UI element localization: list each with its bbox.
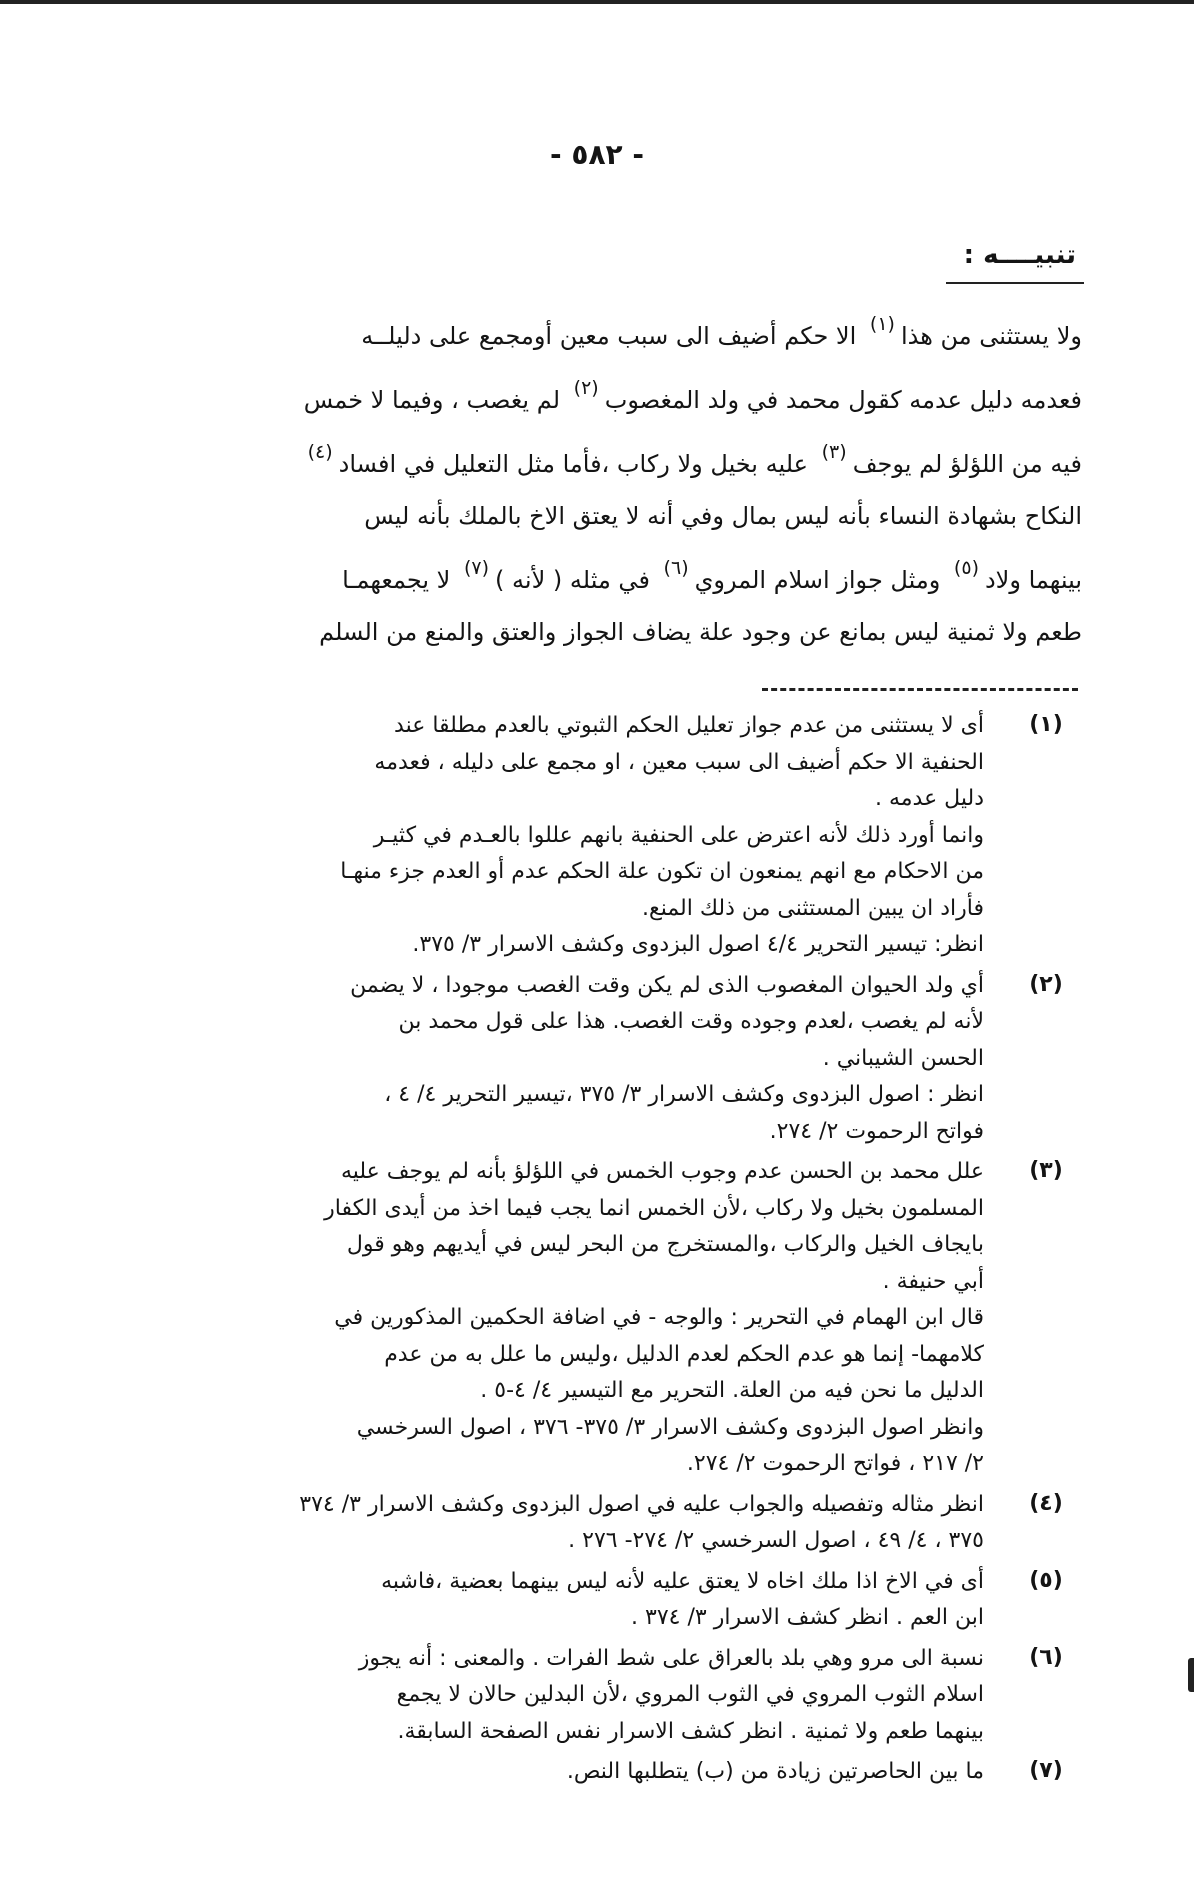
footnote-line: وانظر اصول البزدوى وكشف الاسرار ٣/ ٣٧٥- ٣٧٦ ، اصول السرخسي (356, 1414, 984, 1440)
footnote-line: أى لا يستثنى من عدم جواز تعليل الحكم الثبوتي بالعدم مطلقا عند (394, 713, 984, 738)
scan-edge-mark (1188, 1658, 1194, 1692)
heading-underline (946, 282, 1084, 284)
footnote-line: الدليل ما نحن فيه من العلة. التحرير مع التيسير ٤/ ٤-٥ . (480, 1378, 984, 1403)
main-line: النكاح بشهادة النساء بأنه ليس بمال وفي أنه لا يعتق الاخ بالملك بأنه ليس (364, 502, 1082, 530)
footnote-6 (156, 1641, 1086, 1751)
footnote-4 (156, 1487, 1086, 1560)
footnote-line: الحسن الشيباني . (822, 1045, 984, 1071)
footnote-reference: (٦) (663, 557, 689, 579)
footnote-reference: (١) (869, 313, 895, 335)
footnotes (156, 708, 1086, 1795)
main-line: طعم ولا ثمنية ليس بمانع عن وجود علة يضاف الجواز والعتق والمنع من السلم (319, 618, 1082, 646)
main-line: فيه من اللؤلؤ لم يوجف$^{(٣)}$ عليه بخيل ولا ركاب ،فأما مثل التعليل في افساد$^{(٤)}$ (307, 441, 1082, 478)
footnote-line: وانما أورد ذلك لأنه اعترض على الحنفية بانهم عللوا بالعـدم في كثيـر (373, 822, 984, 848)
footnote-line: الحنفية الا حكم أضيف الى سبب معين ، او مجمع على دليله ، فعدمه (374, 749, 984, 775)
footnote-line: أى في الاخ اذا ملك اخاه لا يعتق عليه لأنه ليس بينهما بعضية ،فاشبه (381, 1568, 984, 1594)
footnote-line: قال ابن الهمام في التحرير : والوجه - في اضافة الحكمين المذكورين في (334, 1305, 984, 1330)
footnote-reference: (٥) (953, 557, 979, 579)
footnote-5 (156, 1564, 1086, 1637)
footnote-number: (٧) (1029, 1758, 1063, 1783)
footnote-line: انظر: تيسير التحرير ٤/٤ اصول البزدوى وكشف الاسرار ٣/ ٣٧٥. (412, 932, 984, 957)
main-line: بينهما ولاد$^{(٥)}$ ومثل جواز اسلام المروي$^{(٦)}$ في مثله ( لأنه )$^{(٧)}$ لا يجمعهمـا (342, 557, 1082, 594)
footnote-7 (156, 1754, 1086, 1791)
section-heading: تنبيــــه : (963, 240, 1076, 270)
footnote-number: (٤) (1029, 1490, 1063, 1516)
main-line: ولا يستثنى من هذا$^{(١)}$ الا حكم أضيف الى سبب معين أومجمع على دليلــه (361, 313, 1082, 350)
footnote-1 (156, 708, 1086, 964)
main-line: فعدمه دليل عدمه كقول محمد في ولد المغصوب$^{(٢)}$ لم يغصب ، وفيما لا خمس (303, 377, 1082, 414)
footnote-line: ما بين الحاصرتين زيادة من (ب) يتطلبها النص. (566, 1759, 984, 1784)
footnote-line: فأراد ان يبين المستثنى من ذلك المنع. (642, 895, 984, 921)
footnote-line: أي ولد الحيوان المغصوب الذى لم يكن وقت الغصب موجودا ، لا يضمن (350, 972, 984, 998)
footnote-line: علل محمد بن الحسن عدم وجوب الخمس في اللؤلؤ بأنه لم يوجف عليه (340, 1159, 984, 1184)
footnote-line: انظر : اصول البزدوى وكشف الاسرار ٣/ ٣٧٥ ،تيسير التحرير ٤/ ٤ ، (384, 1082, 984, 1107)
footnote-line: أبي حنيفة . (882, 1268, 984, 1294)
footnote-line: من الاحكام مع انهم يمنعون ان تكون علة الحكم عدم أو العدم جزء منهـا (340, 859, 984, 884)
footnote-reference: (٧) (463, 557, 490, 579)
footnote-number: (١) (1029, 712, 1063, 737)
main-paragraph (177, 298, 1082, 658)
footnote-number: (٢) (1029, 971, 1063, 997)
footnote-line: بايجاف الخيل والركاب ،والمستخرج من البحر ليس في أيديهم وهو قول (346, 1232, 984, 1257)
footnote-line: دليل عدمه . (874, 786, 984, 811)
footnote-line: ٣٧٥ ، ٤/ ٤٩ ، اصول السرخسي ٢/ ٢٧٤- ٢٧٦ . (568, 1528, 984, 1553)
footnote-3 (156, 1154, 1086, 1483)
footnote-line: اسلام الثوب المروي في الثوب المروي ،لأن البدلين حالان لا يجمع (396, 1682, 984, 1707)
footnote-line: ابن العم . انظر كشف الاسرار ٣/ ٣٧٤ . (631, 1605, 984, 1630)
footnote-number: (٦) (1029, 1644, 1063, 1670)
footnote-line: فواتح الرحموت ٢/ ٢٧٤. (769, 1118, 984, 1144)
footnote-reference: (٢) (573, 377, 599, 399)
footnote-number: (٣) (1029, 1158, 1063, 1183)
footnote-line: كلامهما- إنما هو عدم الحكم لعدم الدليل ،وليس ما علل به من عدم (384, 1341, 984, 1367)
page-number: - ٥٨٢ - (549, 138, 645, 171)
footnote-line: المسلمون بخيل ولا ركاب ،لأن الخمس انما يجب فيما اخذ من أيدى الكفار (324, 1195, 984, 1221)
top-border (0, 0, 1194, 4)
footnote-reference: (٣) (821, 441, 847, 463)
footnote-line: ٢/ ٢١٧ ، فواتح الرحموت ٢/ ٢٧٤. (686, 1451, 984, 1476)
footnote-line: نسبة الى مرو وهي بلد بالعراق على شط الفرات . والمعنى : أنه يجوز (358, 1645, 984, 1671)
footnote-line: لأنه لم يغصب ،لعدم وجوده وقت الغصب. هذا على قول محمد بن (398, 1009, 984, 1034)
footnote-line: انظر مثاله وتفصيله والجواب عليه في اصول البزدوى وكشف الاسرار ٣/ ٣٧٤ (299, 1491, 984, 1517)
footnote-number: (٥) (1029, 1567, 1063, 1593)
footnote-separator (762, 688, 1078, 691)
footnote-2 (156, 968, 1086, 1151)
footnote-line: بينهما طعم ولا ثمنية . انظر كشف الاسرار نفس الصفحة السابقة. (397, 1718, 984, 1744)
footnote-reference: (٤) (307, 441, 333, 463)
